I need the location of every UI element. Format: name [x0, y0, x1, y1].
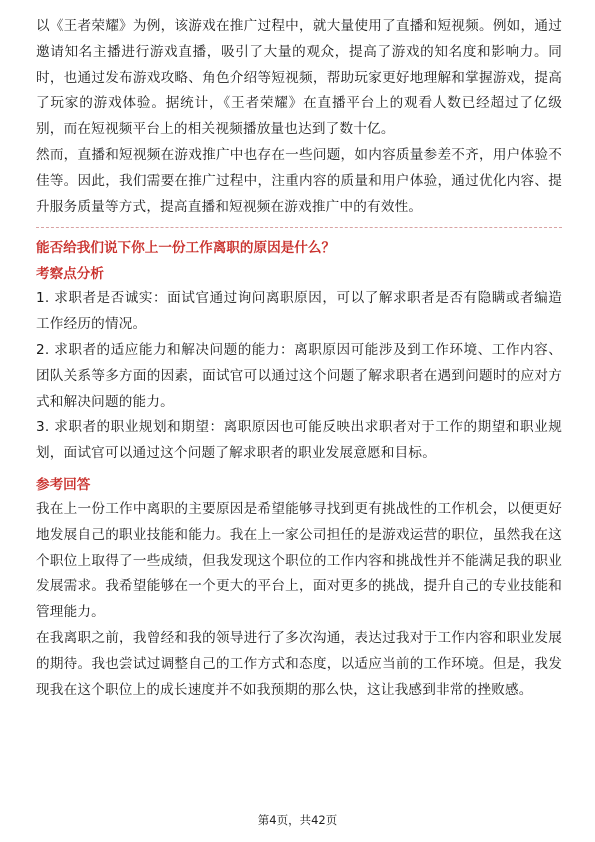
document-page	[36, 14, 562, 703]
section-divider	[36, 227, 562, 228]
page-number: 第4页，共42页	[257, 813, 338, 827]
answer-paragraph-2: 在我离职之前，我曾经和我的领导进行了多次沟通，表达过我对于工作内容和职业发展的期待。我也尝试过调整自己的工作方式和态度，以适应当前的工作环境。但是，我发现我在这个职位上的成长速度并不如我预期的那么快，这让我感到非常的挫败感。	[36, 629, 562, 698]
analysis-point-2: 2. 求职者的适应能力和解决问题的能力：离职原因可能涉及到工作环境、工作内容、团队关系等多方面的因素，面试官可以通过这个问题了解求职者在遇到问题时的应对方式和解决问题的能力。	[36, 341, 562, 410]
answer-paragraph-1: 我在上一份工作中离职的主要原因是希望能够寻找到更有挑战性的工作机会，以便更好地发展自己的职业技能和能力。我在上一家公司担任的是游戏运营的职位，虽然我在这个职位上取得了一些成绩，但我发现这个职位的工作内容和挑战性并不能满足我的职业发展需求。我希望能够在一个更大的平台上，面对更多的挑战，提升自己的专业技能和管理能力。	[36, 500, 562, 621]
intro-paragraph-2: 然而，直播和短视频在游戏推广中也存在一些问题，如内容质量参差不齐，用户体验不佳等。因此，我们需要在推广过程中，注重内容的质量和用户体验，通过优化内容、提升服务质量等方式，提高直播和短视频在游戏推广中的有效性。	[36, 146, 562, 215]
analysis-point-1: 1. 求职者是否诚实：面试官通过询问离职原因，可以了解求职者是否有隐瞒或者编造工作经历的情况。	[36, 290, 562, 333]
answer-heading: 参考回答	[36, 476, 91, 493]
analysis-point-3: 3. 求职者的职业规划和期望：离职原因也可能反映出求职者对于工作的期望和职业规划，面试官可以通过这个问题了解求职者的职业发展意愿和目标。	[36, 419, 562, 462]
analysis-heading: 考察点分析	[36, 266, 104, 283]
intro-paragraph-1: 以《王者荣耀》为例，该游戏在推广过程中，就大量使用了直播和短视频。例如，通过邀请知名主播进行游戏直播，吸引了大量的观众，提高了游戏的知名度和影响力。同时，也通过发布游戏攻略、角色介绍等短视频，帮助玩家更好地理解和掌握游戏，提高了玩家的游戏体验。据统计，《王者荣耀》在直播平台上的观看人数已经超过了亿级别，而在短视频平台上的相关视频播放量也达到了数十亿。	[36, 18, 562, 138]
interview-question: 能否给我们说下你上一份工作离职的原因是什么？	[36, 240, 336, 257]
